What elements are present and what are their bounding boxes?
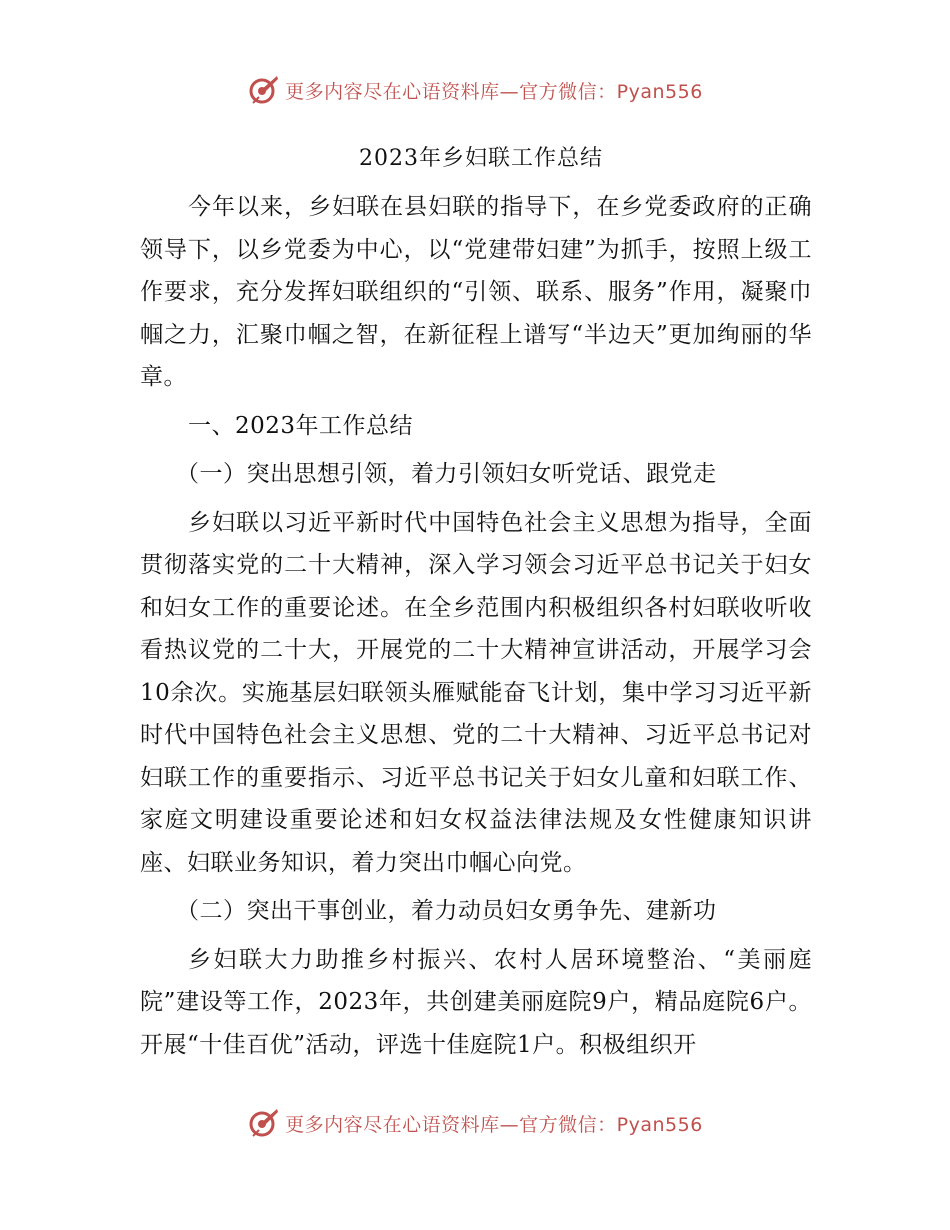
subsection-body-1: 乡妇联以习近平新时代中国特色社会主义思想为指导，全面贯彻落实党的二十大精神，深入学习领会习近平总书记关于妇女和妇女工作的重要论述。在全乡范围内积极组织各村妇联收听收看热议党的二十大，开展党的二十大精神宣讲活动，开展学习会10余次。实施基层妇联领头雁赋能奋飞计划，集中学习习近平新时代中国特色社会主义思想、党的二十大精神、习近平总书记对妇联工作的重要指示、习近平总书记关于妇女儿童和妇联工作、家庭文明建设重要论述和妇女权益法律法规及女性健康知识讲座、妇联业务知识，着力突出巾帼心向党。 bbox=[140, 509, 812, 876]
watermark-text: 更多内容尽在心语资料库—官方微信：Pyan556 bbox=[285, 80, 703, 103]
watermark-header bbox=[0, 70, 950, 110]
document-body bbox=[140, 138, 812, 1066]
subsection-body-2: 乡妇联大力助推乡村振兴、农村人居环境整治、“美丽庭院”建设等工作，2023年，共创建美丽庭院9户，精品庭院6户。开展“十佳百优”活动，评选十佳庭院1户。积极组织开 bbox=[140, 946, 812, 1058]
watermark-text: 更多内容尽在心语资料库—官方微信：Pyan556 bbox=[285, 1113, 703, 1136]
subsection-heading-1: （一）突出思想引领，着力引领妇女听党话、跟党走 bbox=[176, 461, 717, 487]
subsection-heading-2: （二）突出干事创业，着力动员妇女勇争先、建新功 bbox=[176, 898, 717, 924]
intro-paragraph: 今年以来，乡妇联在县妇联的指导下，在乡党委政府的正确领导下，以乡党委为中心，以“党建带妇建”为抓手，按照上级工作要求，充分发挥妇联组织的“引领、联系、服务”作用，凝聚巾帼之力，汇聚巾帼之智，在新征程上谱写“半边天”更加绚丽的华章。 bbox=[140, 194, 812, 390]
quill-logo-icon bbox=[247, 1106, 281, 1140]
section-heading-1: 一、2023年工作总结 bbox=[188, 412, 414, 439]
watermark-footer bbox=[0, 1103, 950, 1143]
document-title: 2023年乡妇联工作总结 bbox=[359, 146, 603, 171]
quill-logo-icon bbox=[247, 73, 281, 107]
